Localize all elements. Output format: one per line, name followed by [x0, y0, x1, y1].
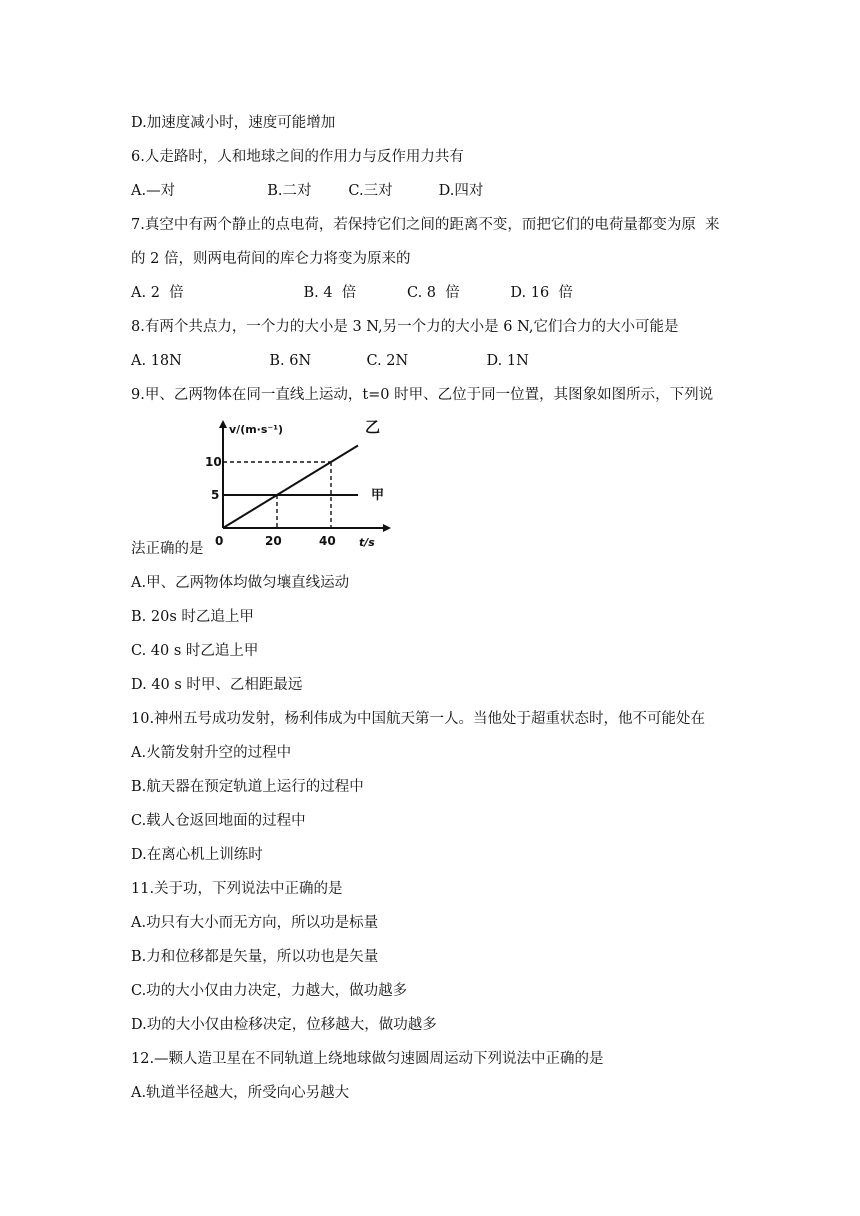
x-axis-arrow-icon	[383, 524, 391, 532]
q5-option-d: D.加速度减小时，速度可能增加	[131, 115, 336, 131]
q7-options: A. 2 倍 B. 4 倍 C. 8 倍 D. 16 倍	[131, 285, 573, 301]
q12-stem: 12.—颗人造卫星在不同轨道上绕地球做匀速圆周运动下列说法中正确的是	[131, 1051, 604, 1067]
q10-option-d: D.在离心机上训练时	[131, 847, 263, 863]
origin-label: 0	[215, 534, 224, 548]
q11-option-c: C.功的大小仅由力决定，力越大，做功越多	[131, 983, 408, 999]
q11-option-b: B.力和位移都是矢量，所以功也是矢量	[131, 949, 379, 965]
q10-option-c: C.载人仓返回地面的过程中	[131, 813, 306, 829]
q11-option-a: A.功只有大小而无方向，所以功是标量	[131, 915, 379, 931]
q9-stem-line1: 9.甲、乙两物体在同一直线上运动，t=0 时甲、乙位于同一位置，其图象如图所示，下列说	[131, 387, 714, 403]
x-axis-label: t/s	[359, 536, 375, 548]
q8-stem: 8.有两个共点力，一个力的大小是 3 N,另一个力的大小是 6 N,它们合力的大小可能是	[131, 319, 679, 335]
q6-options: A.—对 B.二对 C.三对 D.四对	[131, 183, 484, 199]
q11-option-d: D.功的大小仅由检移决定，位移越大，做功越多	[131, 1017, 437, 1033]
velocity-time-graph	[205, 418, 395, 548]
y-axis-label: v/(m·s⁻¹)	[229, 423, 284, 436]
series-label-jia: 甲	[371, 488, 385, 503]
q9-stem-line2: 法正确的是	[131, 541, 204, 557]
series-line-yi	[223, 446, 358, 529]
x-tick-label: 40	[319, 534, 336, 548]
q12-option-a: A.轨道半径越大，所受向心另越大	[131, 1085, 350, 1101]
q11-stem: 11.关于功，下列说法中正确的是	[131, 881, 343, 897]
q9-option-b: B. 20s 时乙追上甲	[131, 609, 254, 625]
series-label-yi: 乙	[365, 418, 381, 436]
q7-stem-line1: 7.真空中有两个静止的点电荷，若保持它们之间的距离不变，而把它们的电荷量都变为原 来	[131, 217, 720, 233]
q9-option-d: D. 40 s 时甲、乙相距最远	[131, 677, 303, 693]
q10-option-b: B.航天器在预定轨道上运行的过程中	[131, 779, 364, 795]
y-tick-label: 5	[211, 488, 220, 502]
y-tick-label: 10	[205, 455, 222, 469]
y-axis-arrow-icon	[219, 420, 227, 428]
q6-stem: 6.人走路时，人和地球之间的作用力与反作用力共有	[131, 149, 464, 165]
q10-option-a: A.火箭发射升空的过程中	[131, 745, 292, 761]
q9-option-a: A.甲、乙两物体均做匀壤直线运动	[131, 575, 350, 591]
x-tick-label: 20	[265, 534, 282, 548]
q9-option-c: C. 40 s 时乙追上甲	[131, 643, 259, 659]
series-lines	[223, 446, 358, 529]
q7-stem-line2: 的 2 倍，则两电荷间的库仑力将变为原来的	[131, 251, 411, 267]
q8-options: A. 18N B. 6N C. 2N D. 1N	[131, 353, 529, 369]
q10-stem: 10.神州五号成功发射，杨利伟成为中国航天第一人。当他处于超重状态时，他不可能处在	[131, 711, 706, 727]
